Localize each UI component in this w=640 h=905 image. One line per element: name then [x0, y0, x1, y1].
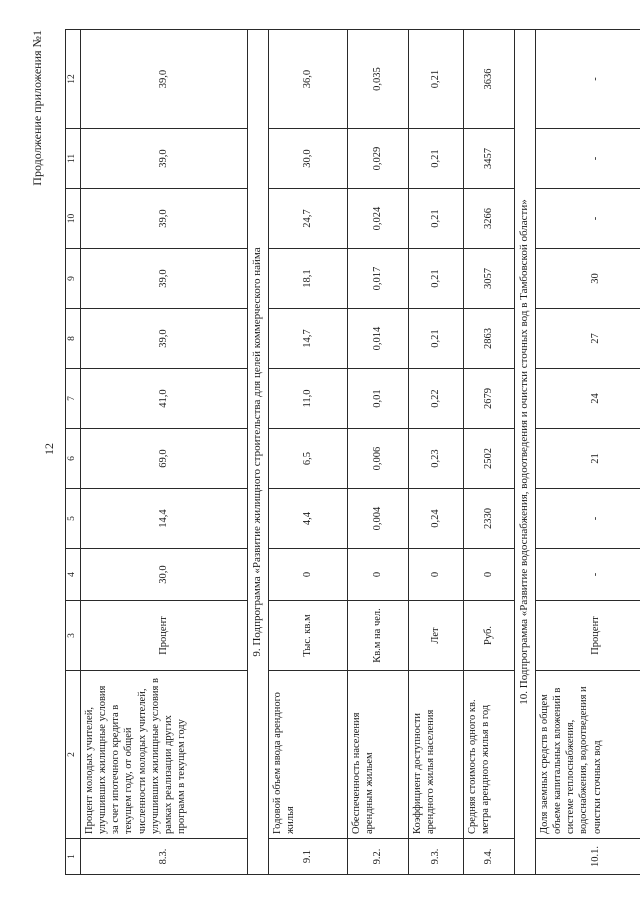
- header-cell: 2: [66, 671, 81, 839]
- value-cell: 24,7: [269, 189, 348, 249]
- indicators-table: [65, 29, 640, 875]
- value-cell: 30,0: [81, 549, 248, 601]
- indicator-name: Годовой объем ввода арендного жилья: [269, 671, 348, 839]
- section-9-title: 9. Подпрограмма «Развитие жилищного строительства для целей коммерческого найма: [248, 30, 269, 875]
- header-cell: 12: [66, 30, 81, 129]
- header-cell: 8: [66, 309, 81, 369]
- value-cell: 0,029: [348, 129, 409, 189]
- table-row-9-2: [348, 30, 409, 875]
- value-cell: 0,21: [409, 309, 464, 369]
- value-cell: 0: [464, 549, 515, 601]
- value-cell: 3266: [464, 189, 515, 249]
- value-cell: 36,0: [269, 30, 348, 129]
- value-cell: -: [536, 30, 640, 129]
- indicator-name: Обеспеченность населения арендным жильем: [348, 671, 409, 839]
- value-cell: 0,017: [348, 249, 409, 309]
- indicator-name: Средняя стоимость одного кв. метра арендного жилья в год: [464, 671, 515, 839]
- unit-cell: Руб.: [464, 601, 515, 671]
- continuation-label: Продолжение приложения №1: [30, 30, 44, 186]
- value-cell: 0,22: [409, 369, 464, 429]
- indicator-name: Процент молодых учителей, улучшивших жилищные условия за счет ипотечного кредита в текущем году, от общей численности молодых учителей, улучшивших жилищные условия в рамках реализации других программ в текущем году: [81, 671, 248, 839]
- header-cell: 5: [66, 489, 81, 549]
- table-row-9-3: [409, 30, 464, 875]
- header-cell: 9: [66, 249, 81, 309]
- page-number: 12: [42, 443, 56, 455]
- value-cell: 39,0: [81, 249, 248, 309]
- value-cell: 39,0: [81, 30, 248, 129]
- row-number: 9.1: [269, 839, 348, 875]
- value-cell: 3457: [464, 129, 515, 189]
- row-number: 9.2.: [348, 839, 409, 875]
- value-cell: 39,0: [81, 129, 248, 189]
- header-cell: 3: [66, 601, 81, 671]
- value-cell: 4,4: [269, 489, 348, 549]
- value-cell: 39,0: [81, 309, 248, 369]
- value-cell: 0: [269, 549, 348, 601]
- row-number: 8.3.: [81, 839, 248, 875]
- header-cell: 4: [66, 549, 81, 601]
- value-cell: 2502: [464, 429, 515, 489]
- value-cell: 0,006: [348, 429, 409, 489]
- value-cell: 0,035: [348, 30, 409, 129]
- value-cell: 3636: [464, 30, 515, 129]
- table-row-9-1: [269, 30, 348, 875]
- header-cell: 10: [66, 189, 81, 249]
- value-cell: -: [536, 129, 640, 189]
- value-cell: 14,4: [81, 489, 248, 549]
- unit-cell: Лет: [409, 601, 464, 671]
- rotated-content: [30, 30, 610, 875]
- value-cell: 6,5: [269, 429, 348, 489]
- unit-cell: Тыс. кв.м: [269, 601, 348, 671]
- value-cell: 3057: [464, 249, 515, 309]
- value-cell: 21: [536, 429, 640, 489]
- header-cell: 6: [66, 429, 81, 489]
- section-9-row: [248, 30, 269, 875]
- header-row: [66, 30, 81, 875]
- value-cell: -: [536, 549, 640, 601]
- table-row-8-3: [81, 30, 248, 875]
- value-cell: 0,014: [348, 309, 409, 369]
- unit-cell: Процент: [536, 601, 640, 671]
- value-cell: 0,21: [409, 30, 464, 129]
- row-number: 9.3.: [409, 839, 464, 875]
- value-cell: 30: [536, 249, 640, 309]
- section-10-title: 10. Подпрограмма «Развитие водоснабжения, водоотведения и очистки сточных вод в Тамбовской области»: [515, 30, 536, 875]
- value-cell: 0,24: [409, 489, 464, 549]
- header-cell: 1: [66, 839, 81, 875]
- header-cell: 7: [66, 369, 81, 429]
- value-cell: 39,0: [81, 189, 248, 249]
- unit-cell: Процент: [81, 601, 248, 671]
- value-cell: 2330: [464, 489, 515, 549]
- value-cell: 0,21: [409, 249, 464, 309]
- value-cell: 18,1: [269, 249, 348, 309]
- unit-cell: Кв.м на чел.: [348, 601, 409, 671]
- value-cell: 0,024: [348, 189, 409, 249]
- indicator-name: Доля заемных средств в общем объеме капитальных вложений в системе теплоснабжения, водоснабжения, водоотведения и очистки сточных вод: [536, 671, 640, 839]
- value-cell: 11,0: [269, 369, 348, 429]
- section-10-row: [515, 30, 536, 875]
- value-cell: 2863: [464, 309, 515, 369]
- value-cell: 30,0: [269, 129, 348, 189]
- value-cell: 0: [409, 549, 464, 601]
- value-cell: 69,0: [81, 429, 248, 489]
- value-cell: 24: [536, 369, 640, 429]
- indicator-name: Коэффициент доступности арендного жилья населения: [409, 671, 464, 839]
- value-cell: 14,7: [269, 309, 348, 369]
- value-cell: 41,0: [81, 369, 248, 429]
- value-cell: 0,21: [409, 129, 464, 189]
- value-cell: -: [536, 489, 640, 549]
- row-number: 9.4.: [464, 839, 515, 875]
- value-cell: 0,004: [348, 489, 409, 549]
- header-cell: 11: [66, 129, 81, 189]
- value-cell: -: [536, 189, 640, 249]
- value-cell: 2679: [464, 369, 515, 429]
- table-row-9-4: [464, 30, 515, 875]
- table-row-10-1: [536, 30, 640, 875]
- row-number: 10.1.: [536, 839, 640, 875]
- value-cell: 0,21: [409, 189, 464, 249]
- value-cell: 0,01: [348, 369, 409, 429]
- value-cell: 0: [348, 549, 409, 601]
- value-cell: 27: [536, 309, 640, 369]
- value-cell: 0,23: [409, 429, 464, 489]
